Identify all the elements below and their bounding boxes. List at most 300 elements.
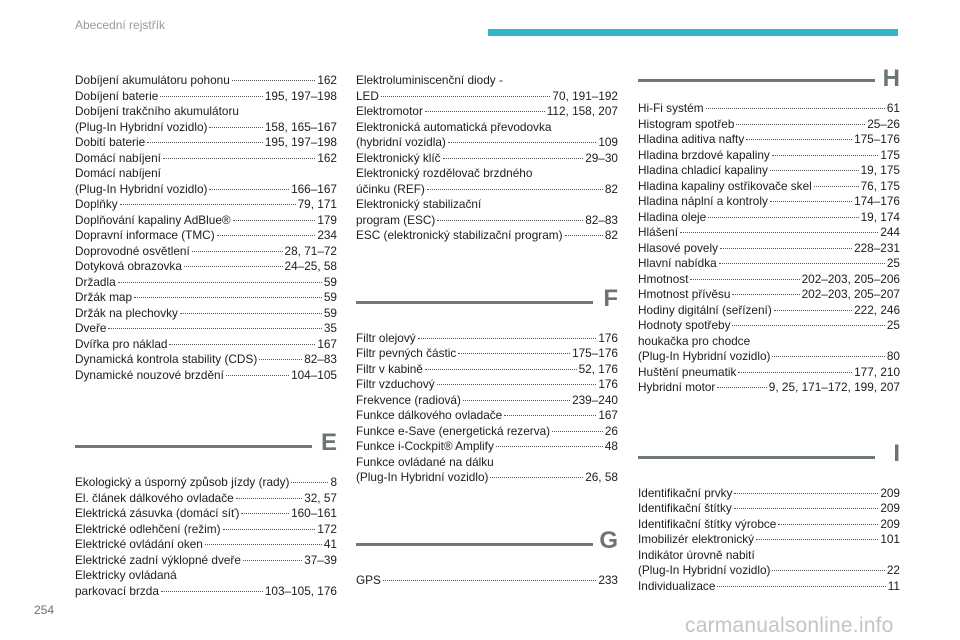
leader-dots xyxy=(717,586,885,587)
index-entry xyxy=(356,455,618,486)
entry-term: Dynamická kontrola stability (CDS) xyxy=(75,352,258,366)
index-entry xyxy=(356,439,618,455)
leader-dots xyxy=(418,338,597,339)
leader-dots xyxy=(734,493,878,494)
section-rule xyxy=(638,456,875,459)
entry-term: Hodnoty spotřeby xyxy=(638,318,731,332)
index-column-2 xyxy=(356,73,618,588)
entry-pages: 48 xyxy=(604,439,618,453)
index-entry xyxy=(638,194,900,210)
index-entry xyxy=(638,256,900,272)
entry-term: Filtr vzduchový xyxy=(356,377,435,391)
entry-term: Identifikační štítky výrobce xyxy=(638,516,777,531)
entry-term: Dveře xyxy=(75,321,107,335)
entry-term: Hlášení xyxy=(638,225,678,239)
entry-pages: 59 xyxy=(323,290,337,304)
entry-pages: 11 xyxy=(887,578,900,593)
entry-pages: 80 xyxy=(886,349,900,363)
entry-pages: 82–83 xyxy=(304,352,337,366)
entry-pages: 79, 171 xyxy=(297,197,337,211)
entry-pages: 176 xyxy=(598,330,618,345)
section-header-e xyxy=(75,423,337,475)
index-entry xyxy=(75,244,337,260)
index-entry xyxy=(638,486,900,502)
entry-term: Hlasové povely xyxy=(638,240,718,255)
section-rule xyxy=(356,543,593,546)
leader-dots xyxy=(680,232,878,233)
entry-term: Individualizace xyxy=(638,578,716,593)
index-entry xyxy=(75,197,337,213)
watermark: carmanualsonline.info xyxy=(685,614,894,637)
leader-dots xyxy=(774,310,852,311)
entry-pages: 9, 25, 171–172, 199, 207 xyxy=(768,380,900,394)
section-header-h xyxy=(638,67,900,101)
index-entry xyxy=(638,225,900,241)
entry-term: Doprovodné osvětlení xyxy=(75,243,190,258)
index-entry xyxy=(638,287,900,303)
entry-term: Identifikační prvky xyxy=(638,485,733,500)
entry-pages: 109 xyxy=(598,135,618,149)
entry-term: Doplňování kapaliny AdBlue® xyxy=(75,212,231,227)
index-entry xyxy=(75,151,337,167)
index-entry xyxy=(638,579,900,595)
leader-dots xyxy=(756,539,878,540)
entry-pages: 112, 158, 207 xyxy=(546,104,618,118)
entry-term: Huštění pneumatik xyxy=(638,364,737,379)
entry-pages: 177, 210 xyxy=(854,364,900,379)
leader-dots xyxy=(259,359,302,360)
entry-term: Hmotnost přívěsu xyxy=(638,287,731,301)
section-letter: I xyxy=(893,439,900,467)
entry-term: Držák na plechovky xyxy=(75,305,178,320)
header-title: Abecední rejstřík xyxy=(75,18,166,32)
entry-pages: 25 xyxy=(886,256,900,270)
entry-term: Hybridní motor xyxy=(638,380,716,394)
entry-pages: 24–25, 58 xyxy=(284,259,337,273)
entries-f xyxy=(356,331,618,486)
entry-term: Funkce dálkového ovladače xyxy=(356,408,503,422)
entry-term: ESC (elektronický stabilizační program) xyxy=(356,228,563,242)
entries-e-continued xyxy=(356,73,618,244)
leader-dots xyxy=(383,580,596,581)
index-entry xyxy=(356,104,618,120)
index-entry xyxy=(638,365,900,381)
index-entry xyxy=(638,101,900,117)
entry-pages: 162 xyxy=(317,150,337,165)
entry-term: (Plug-In Hybridní vozidlo) xyxy=(638,563,771,577)
leader-dots xyxy=(233,220,316,221)
entry-term: Dobití baterie xyxy=(75,135,146,149)
entry-pages: 25 xyxy=(886,318,900,332)
index-column-3 xyxy=(638,67,900,594)
leader-dots xyxy=(226,375,289,376)
index-entry xyxy=(638,380,900,396)
index-entry xyxy=(638,517,900,533)
index-entry xyxy=(75,275,337,291)
index-entry xyxy=(356,331,618,347)
index-entry xyxy=(356,228,618,244)
entry-pages: 19, 174 xyxy=(860,209,900,224)
entries-h xyxy=(638,101,900,396)
index-entry xyxy=(75,228,337,244)
entry-term: Elektrické zadní výklopné dveře xyxy=(75,552,241,567)
entry-term: Funkce e-Save (energetická rezerva) xyxy=(356,423,551,438)
entry-pages: 25–26 xyxy=(867,116,900,131)
entries-e xyxy=(75,475,337,599)
entry-term: Imobilizér elektronický xyxy=(638,532,755,546)
leader-dots xyxy=(772,155,879,156)
entry-pages: 82 xyxy=(604,228,618,242)
index-entry xyxy=(638,179,900,195)
leader-dots xyxy=(772,356,884,357)
leader-dots xyxy=(443,158,584,159)
index-entry xyxy=(75,104,337,135)
index-entry xyxy=(638,210,900,226)
entry-term: Dvířka pro náklad xyxy=(75,336,168,351)
entry-pages: 176 xyxy=(598,377,618,391)
leader-dots xyxy=(291,482,328,483)
leader-dots xyxy=(458,353,570,354)
entry-term: Hladina chladicí kapaliny xyxy=(638,163,768,177)
index-entry xyxy=(356,408,618,424)
entry-term: Dotyková obrazovka xyxy=(75,259,182,273)
entry-term: Elektromotor xyxy=(356,104,423,118)
leader-dots xyxy=(720,248,852,249)
section-letter: E xyxy=(320,429,337,456)
page-number: 254 xyxy=(34,603,55,617)
entry-pages: 195, 197–198 xyxy=(264,88,337,103)
index-entry xyxy=(75,89,337,105)
leader-dots xyxy=(734,508,879,509)
entry-pages: 59 xyxy=(323,305,337,320)
index-entry xyxy=(356,393,618,409)
leader-dots xyxy=(209,189,289,190)
entry-term: (Plug-In Hybridní vozidlo) xyxy=(356,470,489,484)
entry-term: (Plug-In Hybridní vozidlo) xyxy=(638,349,771,363)
section-rule xyxy=(638,79,875,82)
entry-pages: 209 xyxy=(880,501,900,515)
entry-pages: 209 xyxy=(880,485,900,500)
index-entry xyxy=(75,522,337,538)
entry-term: Hodiny digitální (seřízení) xyxy=(638,302,772,317)
leader-dots xyxy=(490,477,583,478)
entry-pages: 233 xyxy=(598,572,618,587)
entry-pages: 167 xyxy=(317,336,337,351)
entry-term: Frekvence (radiová) xyxy=(356,392,461,407)
leader-dots xyxy=(120,204,296,205)
entry-term: LED xyxy=(356,88,379,103)
index-entry xyxy=(356,377,618,393)
entry-pages: 28, 71–72 xyxy=(284,243,337,258)
leader-dots xyxy=(770,170,859,171)
entry-pages: 239–240 xyxy=(572,392,618,407)
index-entry xyxy=(75,337,337,353)
entry-pages: 70, 191–192 xyxy=(552,88,618,103)
leader-dots xyxy=(736,124,865,125)
entry-term: Elektrické odlehčení (režim) xyxy=(75,521,221,536)
leader-dots xyxy=(496,446,603,447)
entry-pages: 195, 197–198 xyxy=(264,135,337,149)
entry-term: Elektronická automatická převodovka xyxy=(356,119,552,134)
entry-pages: 175–176 xyxy=(572,346,618,360)
entry-term: Domácí nabíjení xyxy=(75,166,161,180)
entry-pages: 179 xyxy=(317,212,337,227)
leader-dots xyxy=(223,529,316,530)
index-entry xyxy=(356,362,618,378)
leader-dots xyxy=(437,220,583,221)
leader-dots xyxy=(778,524,878,525)
index-entry xyxy=(75,166,337,197)
leader-dots xyxy=(205,544,322,545)
entry-pages: 202–203, 205–207 xyxy=(801,287,900,301)
entry-pages: 8 xyxy=(330,475,337,489)
index-entry xyxy=(356,424,618,440)
entry-pages: 29–30 xyxy=(585,150,618,165)
leader-dots xyxy=(690,279,799,280)
index-entry xyxy=(638,318,900,334)
entry-pages: 76, 175 xyxy=(860,178,900,193)
index-entry xyxy=(638,132,900,148)
index-entry xyxy=(638,334,900,365)
leader-dots xyxy=(717,387,766,388)
index-entry xyxy=(75,213,337,229)
entry-pages: 82 xyxy=(604,181,618,196)
entry-pages: 22 xyxy=(886,563,900,577)
leader-dots xyxy=(770,201,852,202)
leader-dots xyxy=(163,158,315,159)
leader-dots xyxy=(708,217,858,218)
leader-dots xyxy=(147,142,263,143)
section-header-g xyxy=(356,521,618,573)
entry-pages: 32, 57 xyxy=(304,490,337,505)
index-entry xyxy=(75,368,337,384)
index-entry xyxy=(75,537,337,553)
leader-dots xyxy=(719,263,885,264)
entry-term: Elektricky ovládaná xyxy=(75,568,177,582)
entry-pages: 228–231 xyxy=(854,240,900,255)
entry-term: (Plug-In Hybridní vozidlo) xyxy=(75,181,208,196)
index-entry xyxy=(638,272,900,288)
entry-term: Hlavní nabídka xyxy=(638,256,717,270)
leader-dots xyxy=(209,127,262,128)
entry-term: (hybridní vozidla) xyxy=(356,135,446,149)
index-entry xyxy=(75,306,337,322)
entry-pages: 103–105, 176 xyxy=(264,583,337,598)
entry-pages: 167 xyxy=(598,408,618,422)
entry-term: Domácí nabíjení xyxy=(75,150,161,165)
index-entry xyxy=(75,491,337,507)
index-entry xyxy=(356,197,618,228)
index-entry xyxy=(75,506,337,522)
leader-dots xyxy=(160,96,263,97)
leader-dots xyxy=(161,591,263,592)
leader-dots xyxy=(552,431,603,432)
leader-dots xyxy=(381,96,550,97)
index-entry xyxy=(356,573,618,589)
entry-term: Doplňky xyxy=(75,197,118,211)
leader-dots xyxy=(814,186,859,187)
entry-pages: 160–161 xyxy=(291,506,337,520)
leader-dots xyxy=(463,400,570,401)
entry-term: Elektronický klíč xyxy=(356,150,441,165)
leader-dots xyxy=(425,111,545,112)
entry-pages: 175–176 xyxy=(854,132,900,146)
entry-pages: 222, 246 xyxy=(854,302,900,317)
leader-dots xyxy=(565,235,603,236)
entry-term: houkačka pro chodce xyxy=(638,333,751,348)
entry-pages: 234 xyxy=(317,228,337,242)
entry-pages: 26, 58 xyxy=(585,470,618,484)
entry-pages: 61 xyxy=(886,101,900,115)
leader-dots xyxy=(108,328,321,329)
entry-term: Elektrická zásuvka (domácí síť) xyxy=(75,506,240,520)
entry-term: Hmotnost xyxy=(638,271,689,286)
entry-pages: 202–203, 205–206 xyxy=(801,271,900,286)
index-entry xyxy=(356,73,618,104)
entry-term: Hladina aditiva nafty xyxy=(638,132,745,146)
entry-pages: 175 xyxy=(880,147,900,162)
entry-term: Histogram spotřeb xyxy=(638,116,735,131)
section-header-f xyxy=(356,279,618,331)
leader-dots xyxy=(706,108,885,109)
leader-dots xyxy=(738,372,852,373)
entry-term: program (ESC) xyxy=(356,212,436,227)
index-entry xyxy=(75,321,337,337)
entry-term: Hi-Fi systém xyxy=(638,101,704,115)
entry-pages: 35 xyxy=(323,321,337,335)
entry-term: Elektronický stabilizační xyxy=(356,197,482,211)
entry-term: Dynamické nouzové brzdění xyxy=(75,367,224,382)
leader-dots xyxy=(427,189,603,190)
index-entry xyxy=(356,346,618,362)
index-entry xyxy=(638,548,900,579)
entry-pages: 41 xyxy=(323,537,337,551)
index-entry xyxy=(75,135,337,151)
index-entry xyxy=(638,532,900,548)
entry-term: Hladina náplní a kontroly xyxy=(638,194,768,208)
entry-pages: 166–167 xyxy=(291,181,337,196)
index-column-1 xyxy=(75,73,337,599)
index-entry xyxy=(356,120,618,151)
index-entry xyxy=(638,241,900,257)
section-letter: G xyxy=(599,526,618,554)
index-entry xyxy=(75,352,337,368)
leader-dots xyxy=(192,251,283,252)
leader-dots xyxy=(746,139,852,140)
entry-pages: 59 xyxy=(323,274,337,289)
leader-dots xyxy=(772,570,884,571)
entry-term: Dobíjení trakčního akumulátoru xyxy=(75,104,239,118)
entry-term: parkovací brzda xyxy=(75,583,159,598)
entries-i xyxy=(638,486,900,595)
index-entry xyxy=(75,553,337,569)
leader-dots xyxy=(504,415,596,416)
entry-pages: 26 xyxy=(604,423,618,438)
entry-term: Filtr olejový xyxy=(356,330,416,345)
index-entry xyxy=(356,151,618,167)
entry-term: Dobíjení baterie xyxy=(75,88,159,103)
index-entry xyxy=(638,303,900,319)
index-entry xyxy=(75,73,337,89)
entry-term: Ekologický a úsporný způsob jízdy (rady) xyxy=(75,475,290,489)
leader-dots xyxy=(184,266,283,267)
entry-term: Hladina kapaliny ostřikovače skel xyxy=(638,178,812,193)
leader-dots xyxy=(241,513,289,514)
entry-term: účinku (REF) xyxy=(356,181,425,196)
entry-pages: 82–83 xyxy=(585,212,618,227)
entry-pages: 104–105 xyxy=(291,367,337,382)
entry-term: Elektrické ovládání oken xyxy=(75,537,203,551)
index-entry xyxy=(638,117,900,133)
entry-term: Dobíjení akumulátoru pohonu xyxy=(75,73,230,87)
entry-term: Filtr v kabině xyxy=(356,361,423,376)
section-letter: F xyxy=(603,284,618,312)
leader-dots xyxy=(118,282,322,283)
leader-dots xyxy=(236,498,302,499)
leader-dots xyxy=(732,294,799,295)
entry-term: Elektronický rozdělovač brzdného xyxy=(356,166,533,180)
entries-g xyxy=(356,573,618,589)
leader-dots xyxy=(437,384,597,385)
entry-pages: 174–176 xyxy=(854,194,900,208)
index-entry xyxy=(75,568,337,599)
entry-term: Filtr pevných částic xyxy=(356,346,457,360)
entry-term: Držák map xyxy=(75,290,133,304)
entry-pages: 37–39 xyxy=(304,552,337,567)
entry-pages: 172 xyxy=(317,521,337,536)
index-entry xyxy=(75,259,337,275)
entry-term: El. článek dálkového ovladače xyxy=(75,490,234,505)
header-accent-bar xyxy=(488,29,898,36)
entry-pages: 19, 175 xyxy=(860,163,900,177)
entry-term: Indikátor úrovně nabití xyxy=(638,547,755,562)
index-entry xyxy=(75,290,337,306)
index-entry xyxy=(638,501,900,517)
leader-dots xyxy=(425,369,577,370)
entry-pages: 158, 165–167 xyxy=(264,119,337,134)
section-letter: H xyxy=(882,65,900,92)
leader-dots xyxy=(448,142,596,143)
entry-term: Funkce i-Cockpit® Amplify xyxy=(356,439,494,453)
index-entry xyxy=(356,166,618,197)
entry-pages: 101 xyxy=(880,532,900,546)
index-entry xyxy=(638,148,900,164)
index-entry xyxy=(75,475,337,491)
entry-pages: 52, 176 xyxy=(578,361,618,376)
leader-dots xyxy=(232,80,316,81)
entry-term: Identifikační štítky xyxy=(638,501,732,515)
leader-dots xyxy=(217,235,316,236)
leader-dots xyxy=(243,560,302,561)
section-rule xyxy=(356,301,593,304)
entry-term: Hladina brzdové kapaliny xyxy=(638,147,770,162)
leader-dots xyxy=(180,313,322,314)
entry-pages: 162 xyxy=(317,73,337,87)
entry-term: Funkce ovládané na dálku xyxy=(356,454,494,469)
leader-dots xyxy=(134,297,322,298)
entry-term: GPS xyxy=(356,572,381,587)
entry-pages: 244 xyxy=(880,225,900,239)
index-entry xyxy=(638,163,900,179)
entry-pages: 209 xyxy=(880,516,900,531)
section-rule xyxy=(75,445,312,448)
entry-term: Držadla xyxy=(75,274,116,289)
entry-term: Dopravní informace (TMC) xyxy=(75,228,215,242)
leader-dots xyxy=(732,325,884,326)
entry-term: Elektroluminiscenční diody - xyxy=(356,73,503,87)
section-header-i xyxy=(638,434,900,486)
leader-dots xyxy=(169,344,315,345)
